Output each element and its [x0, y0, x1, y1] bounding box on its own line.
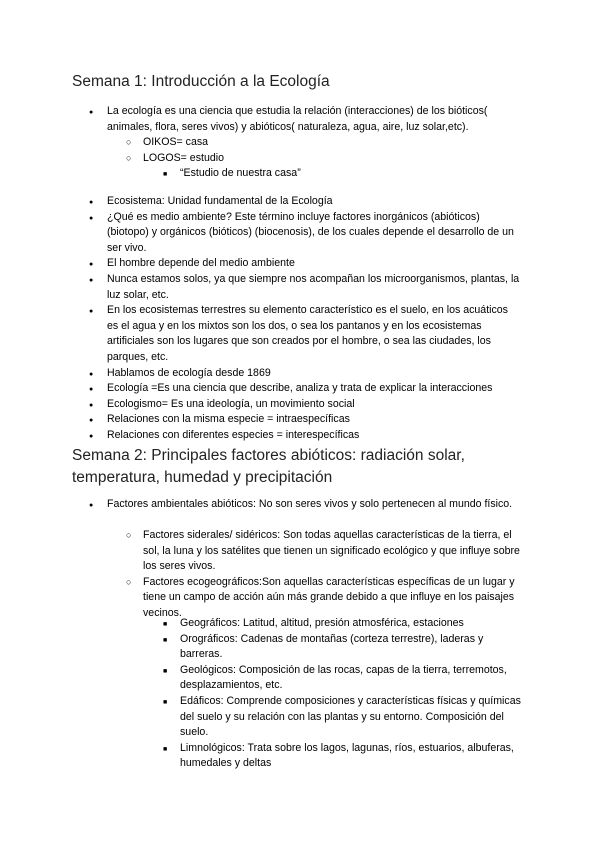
list-item: ○ Factores ecogeográficos:Son aquellas características específicas de un lugar y tiene un campo de acción aún más grande debido a que influye en los paisajes vecinos. [143, 575, 523, 622]
list-item: ● Relaciones con la misma especie = intraespecíficas [107, 412, 522, 428]
list-item: ○ Factores siderales/ sidéricos: Son todas aquellas características de la tierra, el sol, la luna y los satélites que tienen un significado ecológico y que influye sobre los seres vivos. [143, 528, 523, 575]
section-1-meaning-list [180, 166, 522, 182]
list-item: ○ LOGOS= estudio [143, 151, 523, 167]
list-item: ■ Geográficos: Latitud, altitud, presión atmosférica, estaciones [180, 616, 522, 632]
list-item: ○ OIKOS= casa [143, 135, 523, 151]
section-2-ecogeographic-list [180, 616, 522, 772]
list-item: ■ Geológicos: Composición de las rocas, capas de la tierra, terremotos, desplazamientos, etc. [180, 663, 522, 694]
list-item: ● En los ecosistemas terrestres su elemento característico es el suelo, en los acuáticos es el agua y en los mixtos son los dos, o sea los pantanos y en los ecosistemas artificiales son los lugares que son creados por el hombre, o sea las ciudades, los parques, etc. [107, 303, 522, 365]
list-item: ● Ecosistema: Unidad fundamental de la Ecología [107, 194, 522, 210]
list-item: ● Factores ambientales abióticos: No son seres vivos y solo pertenecen al mundo físico. [107, 497, 522, 513]
section-2-intro-list [107, 497, 522, 513]
section-2-factors-list [143, 528, 523, 622]
list-item: ■ Orográficos: Cadenas de montañas (corteza terrestre), laderas y barreras. [180, 632, 522, 663]
list-item: ■ Edáficos: Comprende composiciones y características físicas y químicas del suelo y su relación con las plantas y su entorno. Composición del suelo. [180, 694, 522, 741]
list-item: ● Nunca estamos solos, ya que siempre nos acompañan los microorganismos, plantas, la luz solar, etc. [107, 272, 522, 303]
section-1-title: Semana 1: Introducción a la Ecología [72, 73, 330, 90]
section-1-intro-list [107, 104, 522, 135]
list-item: ● El hombre depende del medio ambiente [107, 256, 522, 272]
list-item: ● Ecología =Es una ciencia que describe, analiza y trata de explicar la interacciones [107, 381, 522, 397]
list-item: ■ Limnológicos: Trata sobre los lagos, lagunas, ríos, estuarios, albuferas, humedales y deltas [180, 741, 522, 772]
list-item: ● ¿Qué es medio ambiente? Este término incluye factores inorgánicos (abióticos) (biotopo) y orgánicos (bióticos) (biocenosis), de los cuales depende el desarrollo de un ser vivo. [107, 210, 522, 257]
section-1-etymology-list [143, 135, 523, 166]
section-2-title: Semana 2: Principales factores abióticos: radiación solar, temperatura, humedad y precipitación [72, 447, 465, 486]
list-item: ● Ecologismo= Es una ideología, un movimiento social [107, 397, 522, 413]
list-item: ● La ecología es una ciencia que estudia la relación (interacciones) de los bióticos( animales, flora, seres vivos) y abióticos( naturaleza, agua, aire, luz solar,etc). [107, 104, 522, 135]
list-item: ● Hablamos de ecología desde 1869 [107, 366, 522, 382]
list-item: ■ “Estudio de nuestra casa” [180, 166, 522, 182]
section-1-main-list [107, 194, 522, 444]
list-item: ● Relaciones con diferentes especies = interespecíficas [107, 428, 522, 444]
